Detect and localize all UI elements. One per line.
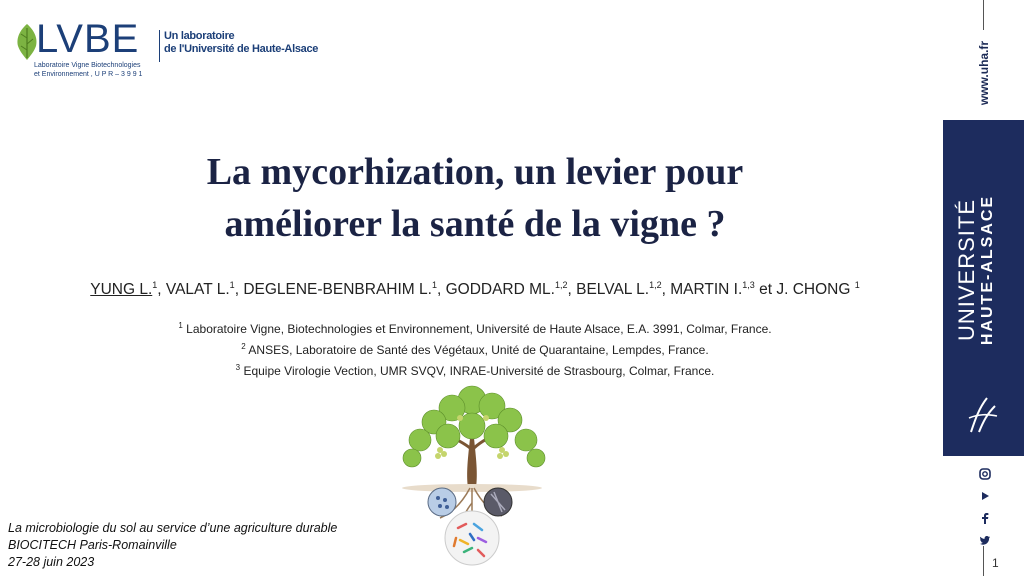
affiliation-item [60, 317, 890, 338]
affiliation-num: 1 [178, 321, 183, 330]
author-name: MARTIN I. [670, 281, 743, 299]
author-name: VALAT L. [165, 281, 230, 299]
logo-affiliation-line1: Un laboratoire [164, 30, 235, 42]
affiliation-text: Equipe Virologie Vection, UMR SVQV, INRAE-Université de Strasbourg, Colmar, France. [243, 364, 715, 378]
logo-affiliation-line2: de l'Université de Haute-Alsace [164, 43, 319, 55]
title-line1: La mycorhization, un levier pour [206, 151, 744, 193]
website-label[interactable] [954, 42, 1014, 112]
author-name: J. CHONG [776, 281, 851, 299]
logo-subtitle-line2: et Environnement , U P R – 3 9 9 1 [34, 71, 143, 78]
author-sup: 1,3 [742, 280, 755, 290]
affiliation-text: Laboratoire Vigne, Biotechnologies et Environnement, Université de Haute Alsace, E.A. 3991, Colmar, France. [186, 322, 772, 336]
logo-wordmark: LVBE [36, 17, 140, 61]
affiliation-text: ANSES, Laboratoire de Santé des Végétaux, Unité de Quarantaine, Lempdes, France. [248, 343, 709, 357]
logo-subtitle [34, 61, 142, 79]
uha-line1: UNIVERSITÉ [954, 198, 979, 342]
affiliation-num: 3 [235, 363, 241, 372]
author-name: DEGLENE-BENBRAHIM L. [243, 281, 432, 299]
facebook-icon[interactable] [978, 512, 992, 526]
uha-banner [943, 120, 1024, 456]
footer-event-name: La microbiologie du sol au service d’une agriculture durable [8, 521, 338, 535]
top-right-rule [983, 0, 984, 30]
instagram-icon[interactable] [978, 468, 992, 482]
logo-subtitle-line1: Laboratoire Vigne Biotechnologies [34, 62, 141, 69]
event-footer [8, 520, 337, 571]
logo-divider [159, 30, 160, 62]
lvbe-logo [14, 16, 319, 80]
author-sup: 1,2 [649, 280, 662, 290]
author-sup: 1,2 [554, 280, 568, 290]
author-name: GODDARD ML. [445, 281, 555, 299]
affiliation-num: 2 [241, 342, 246, 351]
slide-title [120, 146, 830, 250]
twitter-icon[interactable] [978, 534, 992, 548]
title-line2: améliorer la santé de la vigne ? [224, 203, 726, 245]
uha-wordmark [955, 160, 1015, 380]
website-text[interactable]: www.uha.fr [977, 40, 991, 106]
youtube-icon[interactable] [978, 490, 992, 504]
author-sup: 1 [431, 280, 437, 290]
affiliation-item [60, 338, 890, 359]
author-sup: 1 [152, 280, 158, 290]
authors-line: YUNG L.$^1$, VALAT L.$^1$, DEGLENE-BENBRAHIM L.$^1$, GODDARD ML.$^{1,2}$, BELVAL L.$^{1,2}$, MARTIN I.$^{1,3}$ et J. CHONG $^1$ [90, 280, 860, 299]
footer-date: 27-28 juin 2023 [8, 555, 95, 569]
uha-line2: HAUTE-ALSACE [979, 194, 996, 346]
author-sup: 1 [229, 280, 235, 290]
bottom-right-rule [983, 546, 984, 576]
author-name: BELVAL L. [576, 281, 650, 299]
page-number: 1 [992, 556, 999, 570]
author-conjunction: et [759, 281, 773, 299]
affiliations [60, 317, 890, 380]
logo-affiliation [164, 30, 318, 56]
uha-monogram-icon [965, 392, 1001, 436]
author-sup: 1 [854, 280, 860, 290]
affiliation-item [60, 359, 890, 380]
footer-venue: BIOCITECH Paris-Romainville [8, 538, 177, 552]
social-links [975, 468, 995, 556]
author-name: YUNG L. [90, 281, 153, 299]
vine-mycorrhiza-illustration [390, 378, 555, 568]
